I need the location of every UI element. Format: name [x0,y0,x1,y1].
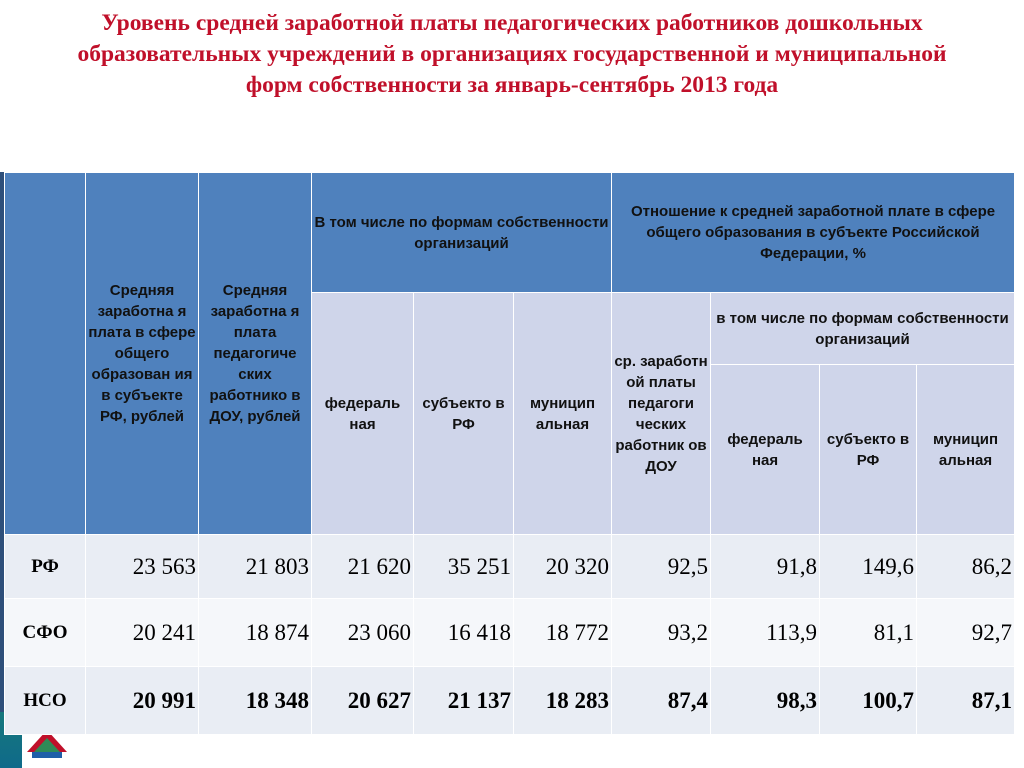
header-ratio-subject: субъекто в РФ [820,365,917,535]
cell-value: 87,1 [917,667,1015,735]
cell-value: 18 348 [199,667,312,735]
cell-value: 93,2 [612,599,711,667]
table-row-rf [5,535,1015,599]
header-group-ratio: Отношение к средней заработной плате в сфере общего образования в субъекте Российской Федерации, % [612,173,1015,293]
header-municipal: муницип альная [514,293,612,535]
cell-value: 21 803 [199,535,312,599]
cell-value: 149,6 [820,535,917,599]
cell-value: 98,3 [711,667,820,735]
cell-value: 20 991 [86,667,199,735]
cell-value: 18 283 [514,667,612,735]
row-label: НСО [5,667,86,735]
header-avg-general: Средняя заработна я плата в сфере общего образован ия в субъекте РФ, рублей [86,173,199,535]
row-label: СФО [5,599,86,667]
table-row-nso [5,667,1015,735]
header-avg-dou: Средняя заработна я плата педагогиче ских работнико в ДОУ, рублей [199,173,312,535]
cell-value: 21 137 [414,667,514,735]
cell-value: 20 627 [312,667,414,735]
cell-value: 21 620 [312,535,414,599]
corner-header-cell [5,173,86,535]
cell-value: 16 418 [414,599,514,667]
table-row-sfo [5,599,1015,667]
cell-value: 23 060 [312,599,414,667]
row-label: РФ [5,535,86,599]
cell-value: 87,4 [612,667,711,735]
cell-value: 81,1 [820,599,917,667]
cell-value: 92,5 [612,535,711,599]
salary-table [4,172,1015,735]
cell-value: 91,8 [711,535,820,599]
header-federal: федераль ная [312,293,414,535]
cell-value: 20 320 [514,535,612,599]
cell-value: 18 874 [199,599,312,667]
cell-value: 35 251 [414,535,514,599]
cell-value: 86,2 [917,535,1015,599]
header-subject: субъекто в РФ [414,293,514,535]
header-group-forms: В том числе по формам собственности организаций [312,173,612,293]
header-ratio-federal: федераль ная [711,365,820,535]
cell-value: 18 772 [514,599,612,667]
cell-value: 113,9 [711,599,820,667]
cell-value: 92,7 [917,599,1015,667]
cell-value: 20 241 [86,599,199,667]
page-title: Уровень средней заработной платы педагогических работников дошкольных образовательных учреждений в организациях государственной и муниципальной форм собственности за январь-сентябрь 2013 года [77,10,947,98]
header-ratio-group-forms: в том числе по формам собственности организаций [711,293,1015,365]
header-ratio-avg: ср. заработн ой платы педагоги ческих работник ов ДОУ [612,293,711,535]
header-ratio-municipal: муницип альная [917,365,1015,535]
cell-value: 100,7 [820,667,917,735]
cell-value: 23 563 [86,535,199,599]
